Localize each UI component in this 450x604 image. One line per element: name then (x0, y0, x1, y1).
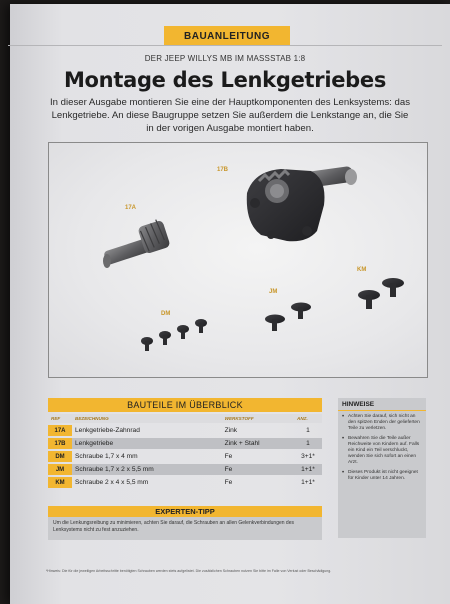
row-material: Fe (224, 453, 233, 460)
parts-illustration (49, 143, 427, 377)
row-name: Schraube 1,7 x 4 mm (75, 453, 138, 460)
expert-tip-text: Um die Lenkungsreibung zu minimieren, achten Sie darauf, die Schrauben an allen Gelenkverbindungen des Lenksystems nicht zu fest anzuziehen. (53, 520, 294, 533)
notes-box (338, 398, 426, 538)
label-17a: 17A (125, 205, 137, 211)
steering-gear-17a (103, 219, 171, 268)
col-qty: ANZ. (294, 414, 322, 423)
table-row (48, 425, 322, 436)
row-qty: 1+1* (301, 479, 315, 486)
row-name: Lenkgetriebe (72, 438, 222, 449)
expert-tip-box (48, 506, 322, 540)
table-row (48, 464, 322, 475)
header-rule (8, 45, 442, 46)
steering-box-17b (247, 166, 357, 242)
expert-tip-title: EXPERTEN-TIPP (48, 506, 322, 517)
notes-list (338, 414, 426, 482)
row-material: Fe (224, 479, 233, 486)
parts-table-title: BAUTEILE IM ÜBERBLICK (48, 398, 322, 412)
list-item: • Achten Sie darauf, sich nicht an den spitzen Enden der gelieferten Teile zu verletzen. (348, 414, 422, 432)
label-jm: JM (269, 289, 278, 295)
row-name: Schraube 1,7 x 2 x 5,5 mm (72, 464, 222, 475)
parts-table (48, 412, 322, 490)
screws-dm (141, 319, 207, 351)
intro-text: In dieser Ausgabe montieren Sie eine der Hauptkomponenten des Lenksystems: das Lenkgetriebe. An diese Baugruppe setzen Sie außerdem die Lenkstange an, die Sie in der vorigen Ausgabe montiert haben. (50, 97, 410, 134)
screws-km (358, 278, 404, 309)
parts-overview (48, 398, 322, 490)
col-material: WERKSTOFF (222, 414, 294, 423)
row-qty: 1 (306, 427, 310, 434)
row-qty: 1 (294, 438, 322, 449)
row-ref: 17A (48, 425, 72, 436)
row-qty: 3+1* (301, 453, 315, 460)
row-ref: JM (48, 464, 72, 475)
row-ref: 17B (48, 438, 72, 449)
notes-title: HINWEISE (338, 398, 426, 411)
row-qty: 1+1* (294, 464, 322, 475)
col-ref: REF (48, 414, 72, 423)
screws-jm (265, 303, 311, 332)
row-ref: KM (48, 477, 72, 488)
row-material: Fe (222, 464, 294, 475)
table-row (48, 438, 322, 449)
row-name: Schraube 2 x 4 x 5,5 mm (75, 479, 149, 486)
section-tab: BAUANLEITUNG (164, 26, 290, 46)
page-title: Montage des Lenkgetriebes (63, 68, 387, 92)
parts-table-header-row (48, 414, 322, 423)
table-row (48, 477, 322, 488)
table-row (48, 451, 322, 462)
row-material: Zink (224, 427, 238, 434)
footnote: *Hinweis: Die für die jeweiligen Arbeitsschritte benötigten Schrauben werden stets aufgelistet. Die zusätzlichen Schrauben nutzen Sie bitte im Falle von Verlust oder Beschädigung. (46, 569, 332, 573)
row-name: Lenkgetriebe-Zahnrad (75, 427, 140, 434)
label-17b: 17B (217, 167, 229, 173)
list-item: • Bewahren Sie die Teile außer Reichweite von Kindern auf. Falls ein Kind ein Teil verschluckt, wenden Sie sich sofort an einen Arzt. (348, 436, 422, 466)
row-ref: DM (48, 451, 72, 462)
parts-photo (48, 142, 428, 378)
col-name: BEZEICHNUNG (72, 414, 222, 423)
label-dm: DM (161, 311, 171, 317)
row-material: Zink + Stahl (222, 438, 294, 449)
list-item: • Dieses Produkt ist nicht geeignet für Kinder unter 14 Jahren. (348, 470, 422, 482)
series-subtitle: DER JEEP WILLYS MB IM MASSSTAB 1:8 (144, 54, 306, 63)
label-km: KM (357, 267, 367, 273)
